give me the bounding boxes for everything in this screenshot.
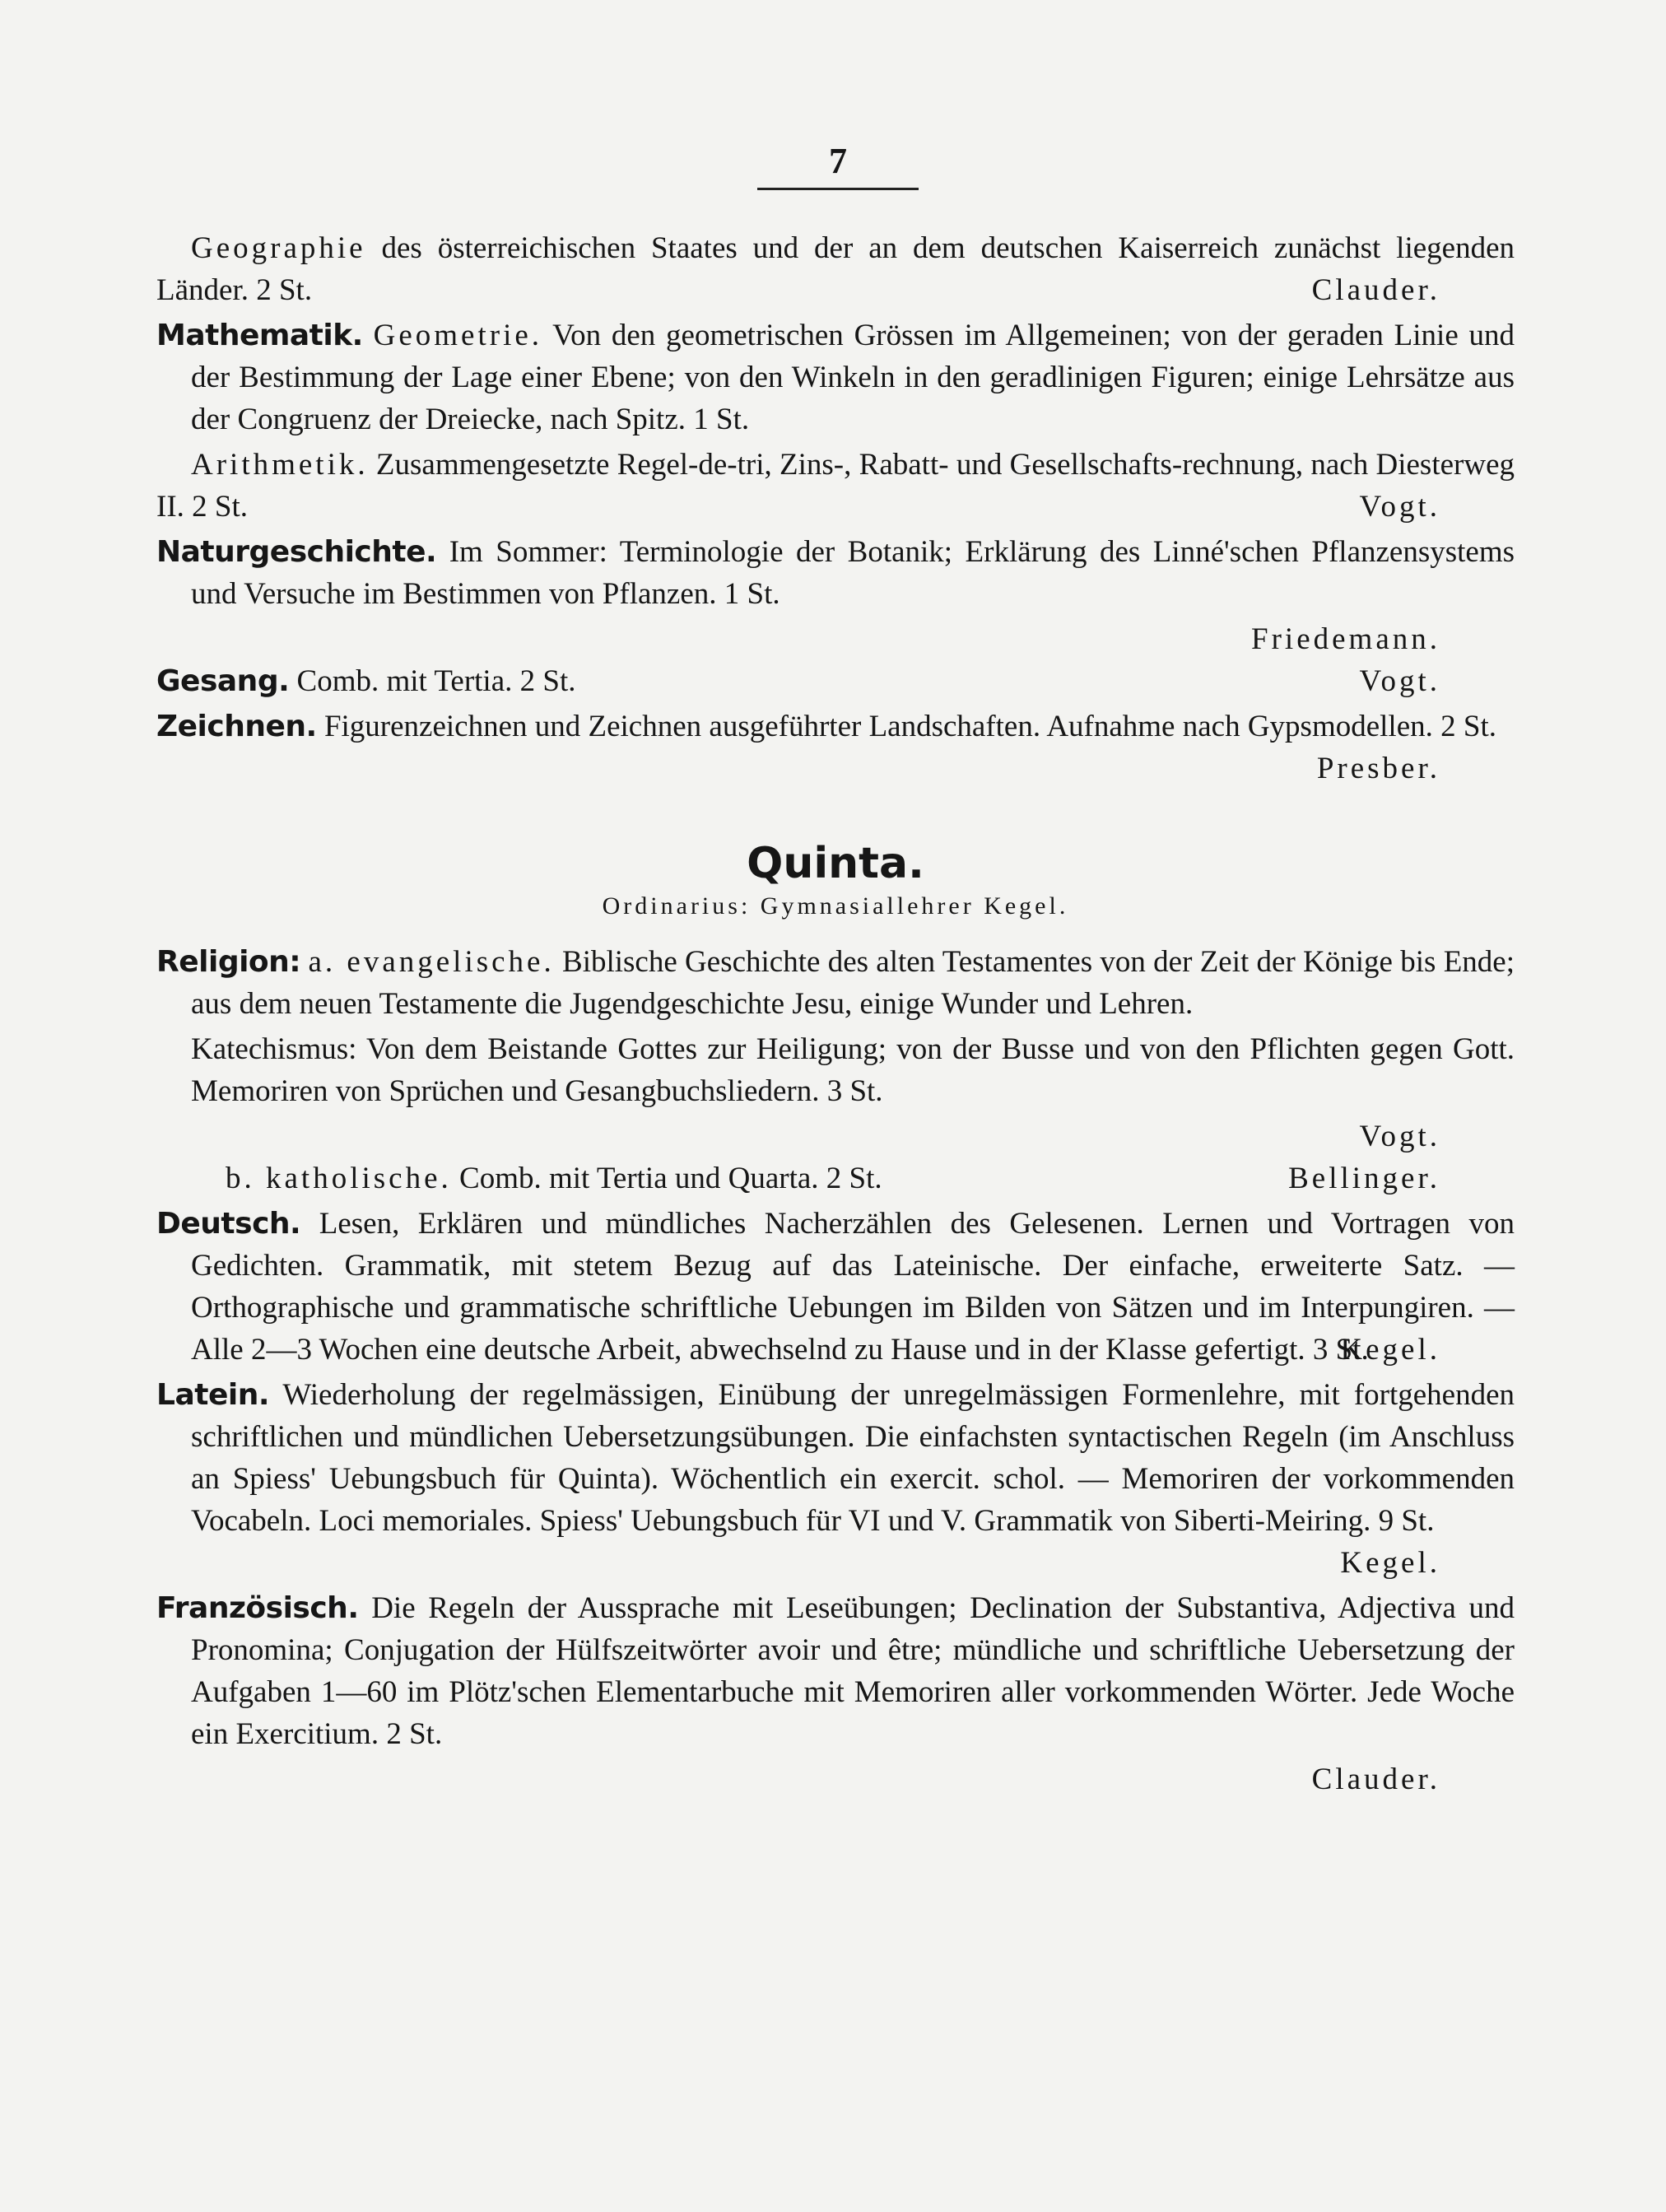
gesang-text: Comb. mit Tertia. 2 St. xyxy=(296,664,576,698)
katechismus-text: Katechismus: Von dem Beistande Gottes zur Heiligung; von der Busse und von den Pflichten gegen Gott. Memoriren von Sprüchen und Gesangbuchsliedern. 3 St. xyxy=(191,1032,1515,1108)
zeichnen-heading: Zeichnen. xyxy=(156,710,317,743)
religion-evangelisch-teacher: Vogt. xyxy=(1359,1120,1440,1153)
geometrie-subheading: Geometrie. xyxy=(373,319,543,352)
mathematik-heading: Mathematik. xyxy=(156,319,363,352)
arithmetik-subheading: Arithmetik. xyxy=(191,448,369,482)
gesang-paragraph xyxy=(156,660,1515,702)
page-number-rule xyxy=(757,188,919,190)
arithmetik-paragraph xyxy=(122,444,1515,528)
franzoesisch-text: Die Regeln der Aussprache mit Leseübungen; Declination der Substantiva, Adjectiva und Pronomina; Conjugation der Hülfszeitwörter avoir und être; mündliche und schriftliche Uebersetzung der Aufgaben 1—60 im Plötz'schen Elementarbuche mit Memoriren aller vorkommenden Wörter. Jede Woche ein Exercitium. 2 St. xyxy=(191,1591,1515,1751)
religion-katholisch-teacher: Bellinger. xyxy=(1288,1162,1440,1195)
franzoesisch-paragraph xyxy=(156,1587,1515,1755)
religion-paragraph xyxy=(156,941,1515,1025)
page-number: 7 xyxy=(829,141,847,181)
deutsch-text: Lesen, Erklären und mündliches Nacherzählen des Gelesenen. Lernen und Vortragen von Gedichten. Grammatik, mit stetem Bezug auf das Lateinische. Der einfache, erweiterte Satz. — Orthographische und grammatische schriftliche Uebungen im Bilden von Sätzen und im Interpungiren. — Alle 2—3 Wochen eine deutsche Arbeit, abwechselnd zu Hause und in der Klasse gefertigt. 3 St. xyxy=(191,1207,1515,1367)
latein-paragraph xyxy=(156,1374,1515,1584)
religion-katholisch-text: Comb. mit Tertia und Quarta. 2 St. xyxy=(459,1162,882,1195)
arithmetik-text: Zusammengesetzte Regel-de-tri, Zins-, Rabatt- und Gesellschafts-rechnung, nach Diesterweg II. 2 St. xyxy=(156,448,1515,524)
deutsch-teacher: Kegel. xyxy=(1340,1333,1440,1367)
naturgeschichte-heading: Naturgeschichte. xyxy=(156,535,437,569)
religion-katholisch-label: b. katholische. xyxy=(226,1162,452,1195)
mathematik-paragraph xyxy=(156,314,1515,440)
latein-text: Wiederholung der regelmässigen, Einübung der unregelmässigen Formenlehre, mit fortgehenden schriftlichen und mündlichen Uebersetzungsübungen. Die einfachsten syntactischen Regeln (im Anschluss an Spiess' Uebungsbuch für Quinta). Wöchentlich ein exercit. schol. — Memoriren der vorkommenden Vocabeln. Loci memoriales. Spiess' Uebungsbuch für VI und V. Grammatik von Siberti-Meiring. 9 St. xyxy=(191,1378,1515,1538)
quinta-ordinarius: Ordinarius: Gymnasiallehrer Kegel. xyxy=(602,892,1069,920)
quinta-heading: Quinta. xyxy=(747,839,924,888)
gesang-teacher: Vogt. xyxy=(1359,664,1440,698)
geometrie-text: Von den geometrischen Grössen im Allgemeinen; von der geraden Linie und der Bestimmung der Lage einer Ebene; von den Winkeln in den geradlinigen Figuren; einige Lehrsätze aus der Congruenz der Dreiecke, nach Spitz. 1 St. xyxy=(191,319,1515,436)
katechismus-paragraph xyxy=(156,1028,1515,1112)
gesang-heading: Gesang. xyxy=(156,664,290,698)
religion-evangelisch-text: Biblische Geschichte des alten Testamentes von der Zeit der Könige bis Ende; aus dem neuen Testamente die Jugendgeschichte Jesu, einige Wunder und Lehren. xyxy=(191,945,1515,1021)
deutsch-heading: Deutsch. xyxy=(156,1207,301,1241)
latein-heading: Latein. xyxy=(156,1378,270,1412)
religion-evangelisch-label: a. evangelische. xyxy=(308,945,555,979)
deutsch-paragraph xyxy=(156,1203,1515,1371)
franzoesisch-heading: Französisch. xyxy=(156,1591,359,1625)
arithmetik-teacher: Vogt. xyxy=(1359,490,1440,524)
naturgeschichte-teacher: Friedemann. xyxy=(1251,622,1440,656)
geographie-paragraph xyxy=(122,227,1515,311)
religion-heading: Religion: xyxy=(156,945,301,979)
geographie-teacher: Clauder. xyxy=(1311,273,1440,307)
naturgeschichte-paragraph xyxy=(156,531,1515,615)
zeichnen-paragraph xyxy=(156,706,1515,789)
franzoesisch-teacher: Clauder. xyxy=(1311,1763,1440,1796)
zeichnen-teacher: Presber. xyxy=(1316,752,1440,785)
zeichnen-text: Figurenzeichnen und Zeichnen ausgeführter Landschaften. Aufnahme nach Gypsmodellen. 2 St. xyxy=(323,710,1496,743)
geographie-text: des österreichischen Staates und der an dem deutschen Kaiserreich zunächst liegenden Länder. 2 St. xyxy=(156,231,1515,307)
page-content xyxy=(156,227,1515,1800)
naturgeschichte-text: Im Sommer: Terminologie der Botanik; Erklärung des Linné'schen Pflanzensystems und Versuche im Bestimmen von Pflanzen. 1 St. xyxy=(191,535,1515,611)
latein-teacher: Kegel. xyxy=(1340,1546,1440,1580)
geographie-title: Geographie xyxy=(191,231,366,265)
religion-katholisch-paragraph xyxy=(156,1157,1515,1199)
